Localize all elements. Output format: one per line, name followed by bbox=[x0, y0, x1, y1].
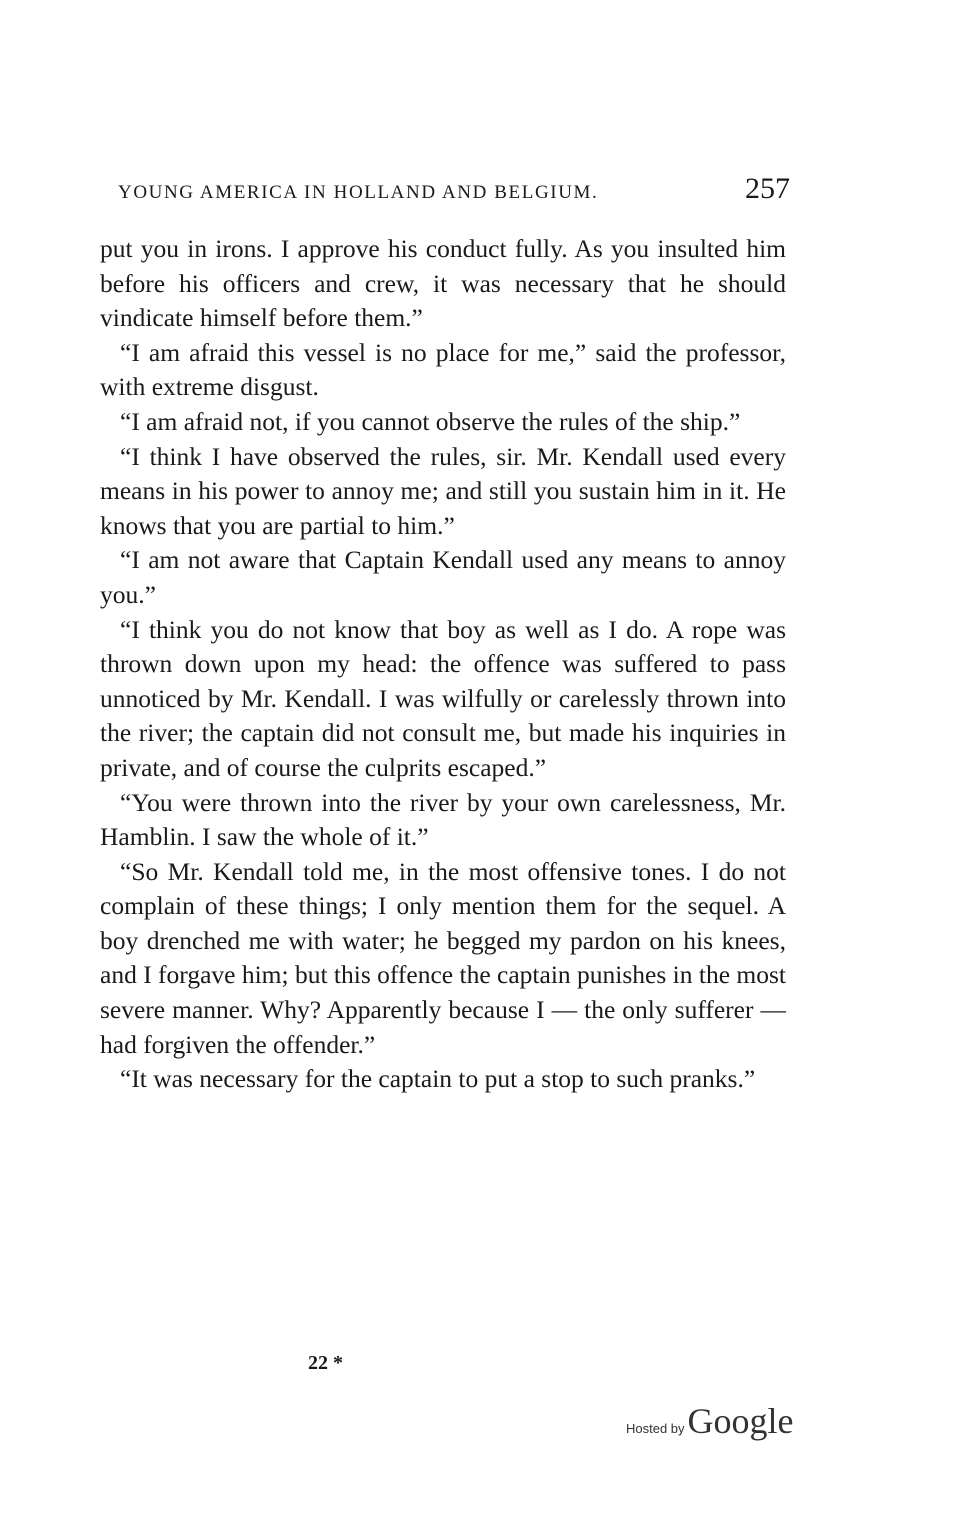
paragraph: put you in irons. I approve his conduct fully. As you insulted him before his officers and crew, it was necessary that he should vindicate himself before them.” bbox=[100, 234, 786, 333]
signature-mark: 22 * bbox=[308, 1352, 343, 1374]
paragraph: “So Mr. Kendall told me, in the most offensive tones. I do not complain of these things; I only mention them for the sequel. A boy drenched me with water; he begged my pardon on his knees, and I forgave him; but this offence the captain punishes in the most severe manner. Why? Apparently because I — the only sufferer — had forgiven the offender.” bbox=[100, 856, 786, 1059]
page-number: 257 bbox=[745, 172, 790, 205]
paragraph: “I am not aware that Captain Kendall used any means to annoy you.” bbox=[100, 545, 786, 609]
paragraph: “I think you do not know that boy as well as I do. A rope was thrown down upon my head: the offence was suffered to pass unnoticed by Mr. Kendall. I was wilfully or carelessly thrown into the river; the captain did not consult me, but made his inquiries in private, and of course the culprits escaped.” bbox=[100, 614, 786, 782]
paragraph: “You were thrown into the river by your own carelessness, Mr. Hamblin. I saw the whole of it.” bbox=[100, 787, 786, 852]
body-text bbox=[100, 232, 786, 1097]
watermark-hosted-by: Hosted by bbox=[626, 1421, 685, 1436]
paragraph: “I think I have observed the rules, sir. Mr. Kendall used every means in his power to annoy me; and still you sustain him in it. He knows that you are partial to him.” bbox=[100, 441, 786, 540]
paragraph: “I am afraid this vessel is no place for me,” said the professor, with extreme disgust. bbox=[100, 337, 786, 402]
watermark-google: Google bbox=[687, 1401, 794, 1441]
running-head bbox=[118, 172, 790, 206]
paragraph: “It was necessary for the captain to put a stop to such pranks.” bbox=[120, 1064, 756, 1094]
running-title: YOUNG AMERICA IN HOLLAND AND BELGIUM. bbox=[118, 182, 599, 203]
paragraph: “I am afraid not, if you cannot observe the rules of the ship.” bbox=[120, 406, 741, 436]
hosted-by-google-watermark bbox=[626, 1400, 794, 1442]
